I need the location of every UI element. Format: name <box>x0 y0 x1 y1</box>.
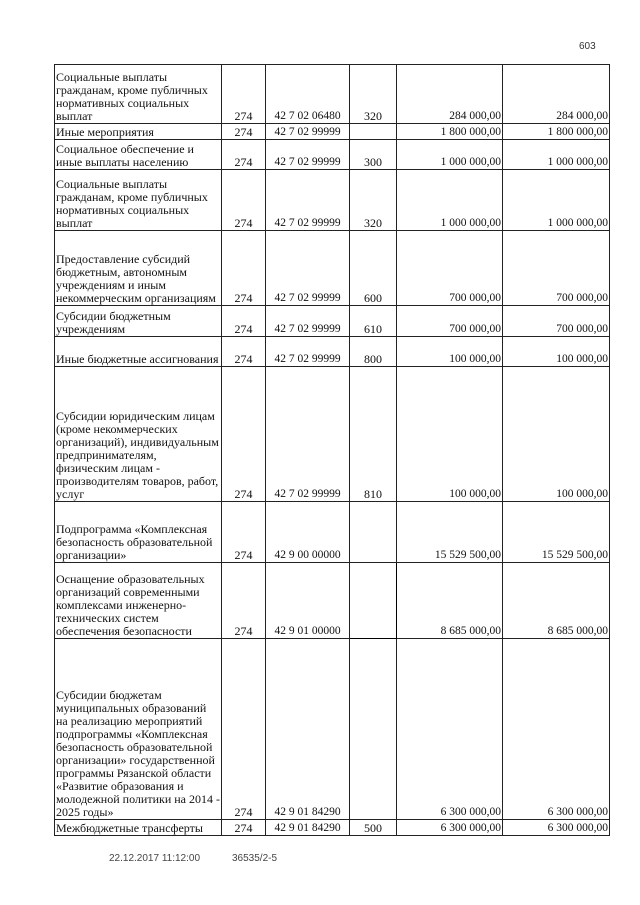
table-row <box>55 124 610 140</box>
row-vr <box>350 502 397 563</box>
row-sum2: 700 000,00 <box>503 231 610 306</box>
row-vr <box>350 124 397 140</box>
row-sum2: 1 000 000,00 <box>503 140 610 170</box>
row-sum1: 100 000,00 <box>397 367 503 502</box>
row-csr: 42 7 02 99999 <box>266 337 350 367</box>
row-sum2: 6 300 000,00 <box>503 820 610 836</box>
row-name: Иные бюджетные ассигнования <box>55 337 222 367</box>
row-name: Иные мероприятия <box>55 124 222 140</box>
row-ved: 274 <box>222 502 266 563</box>
row-sum2: 1 800 000,00 <box>503 124 610 140</box>
row-csr: 42 7 02 99999 <box>266 140 350 170</box>
row-name: Подпрограмма «Комплексная безопасность образовательной организации» <box>55 502 222 563</box>
table-row <box>55 337 610 367</box>
row-ved: 274 <box>222 65 266 124</box>
table-row <box>55 563 610 639</box>
row-sum1: 15 529 500,00 <box>397 502 503 563</box>
row-csr: 42 9 00 00000 <box>266 502 350 563</box>
row-vr: 320 <box>350 65 397 124</box>
table-row <box>55 367 610 502</box>
row-vr: 500 <box>350 820 397 836</box>
row-name: Социальные выплаты гражданам, кроме публичных нормативных социальных выплат <box>55 65 222 124</box>
row-csr: 42 7 02 99999 <box>266 367 350 502</box>
row-sum1: 6 300 000,00 <box>397 639 503 820</box>
row-csr: 42 7 02 99999 <box>266 306 350 337</box>
row-sum1: 8 685 000,00 <box>397 563 503 639</box>
row-name: Межбюджетные трансферты <box>55 820 222 836</box>
row-sum2: 100 000,00 <box>503 367 610 502</box>
row-sum2: 700 000,00 <box>503 306 610 337</box>
table-row <box>55 170 610 231</box>
row-sum2: 100 000,00 <box>503 337 610 367</box>
row-vr: 300 <box>350 140 397 170</box>
row-csr: 42 9 01 84290 <box>266 639 350 820</box>
row-sum1: 700 000,00 <box>397 231 503 306</box>
table-row <box>55 140 610 170</box>
row-sum1: 6 300 000,00 <box>397 820 503 836</box>
row-ved: 274 <box>222 306 266 337</box>
row-sum2: 8 685 000,00 <box>503 563 610 639</box>
row-ved: 274 <box>222 639 266 820</box>
budget-table <box>54 64 610 836</box>
row-ved: 274 <box>222 124 266 140</box>
row-ved: 274 <box>222 140 266 170</box>
table-row <box>55 820 610 836</box>
row-name: Предоставление субсидий бюджетным, автономным учреждениям и иным некоммерческим организациям <box>55 231 222 306</box>
row-vr <box>350 639 397 820</box>
row-sum1: 100 000,00 <box>397 337 503 367</box>
row-sum2: 284 000,00 <box>503 65 610 124</box>
row-name: Оснащение образовательных организаций современными комплексами инженерно-технических систем обеспечения безопасности <box>55 563 222 639</box>
row-ved: 274 <box>222 367 266 502</box>
row-sum1: 1 000 000,00 <box>397 170 503 231</box>
footer-doc-code: 36535/2-5 <box>232 853 278 864</box>
row-ved: 274 <box>222 337 266 367</box>
row-ved: 274 <box>222 820 266 836</box>
row-csr: 42 9 01 00000 <box>266 563 350 639</box>
row-vr: 810 <box>350 367 397 502</box>
row-ved: 274 <box>222 563 266 639</box>
row-csr: 42 7 02 99999 <box>266 170 350 231</box>
row-vr: 610 <box>350 306 397 337</box>
row-name: Социальное обеспечение и иные выплаты населению <box>55 140 222 170</box>
page-number: 603 <box>579 41 596 52</box>
row-sum1: 284 000,00 <box>397 65 503 124</box>
row-sum2: 15 529 500,00 <box>503 502 610 563</box>
row-csr: 42 7 02 06480 <box>266 65 350 124</box>
row-sum2: 6 300 000,00 <box>503 639 610 820</box>
row-ved: 274 <box>222 170 266 231</box>
row-vr <box>350 563 397 639</box>
row-vr: 600 <box>350 231 397 306</box>
table-row <box>55 231 610 306</box>
row-csr: 42 7 02 99999 <box>266 231 350 306</box>
row-csr: 42 7 02 99999 <box>266 124 350 140</box>
row-name: Субсидии юридическим лицам (кроме некоммерческих организаций), индивидуальным предпринимателям, физическим лицам - производителям товаров, работ, услуг <box>55 367 222 502</box>
row-sum1: 700 000,00 <box>397 306 503 337</box>
row-sum1: 1 000 000,00 <box>397 140 503 170</box>
table-row <box>55 639 610 820</box>
row-vr: 800 <box>350 337 397 367</box>
table-row <box>55 502 610 563</box>
table-row <box>55 306 610 337</box>
row-sum2: 1 000 000,00 <box>503 170 610 231</box>
row-sum1: 1 800 000,00 <box>397 124 503 140</box>
row-name: Субсидии бюджетам муниципальных образований на реализацию мероприятий подпрограммы «Комплексная безопасность образовательной организации» государственной программы Рязанской области «Развитие образования и молодежной политики на 2014 - 2025 годы» <box>55 639 222 820</box>
row-name: Социальные выплаты гражданам, кроме публичных нормативных социальных выплат <box>55 170 222 231</box>
row-name: Субсидии бюджетным учреждениям <box>55 306 222 337</box>
row-vr: 320 <box>350 170 397 231</box>
footer-timestamp: 22.12.2017 11:12:00 <box>109 853 201 864</box>
table-row <box>55 65 610 124</box>
row-ved: 274 <box>222 231 266 306</box>
row-csr: 42 9 01 84290 <box>266 820 350 836</box>
